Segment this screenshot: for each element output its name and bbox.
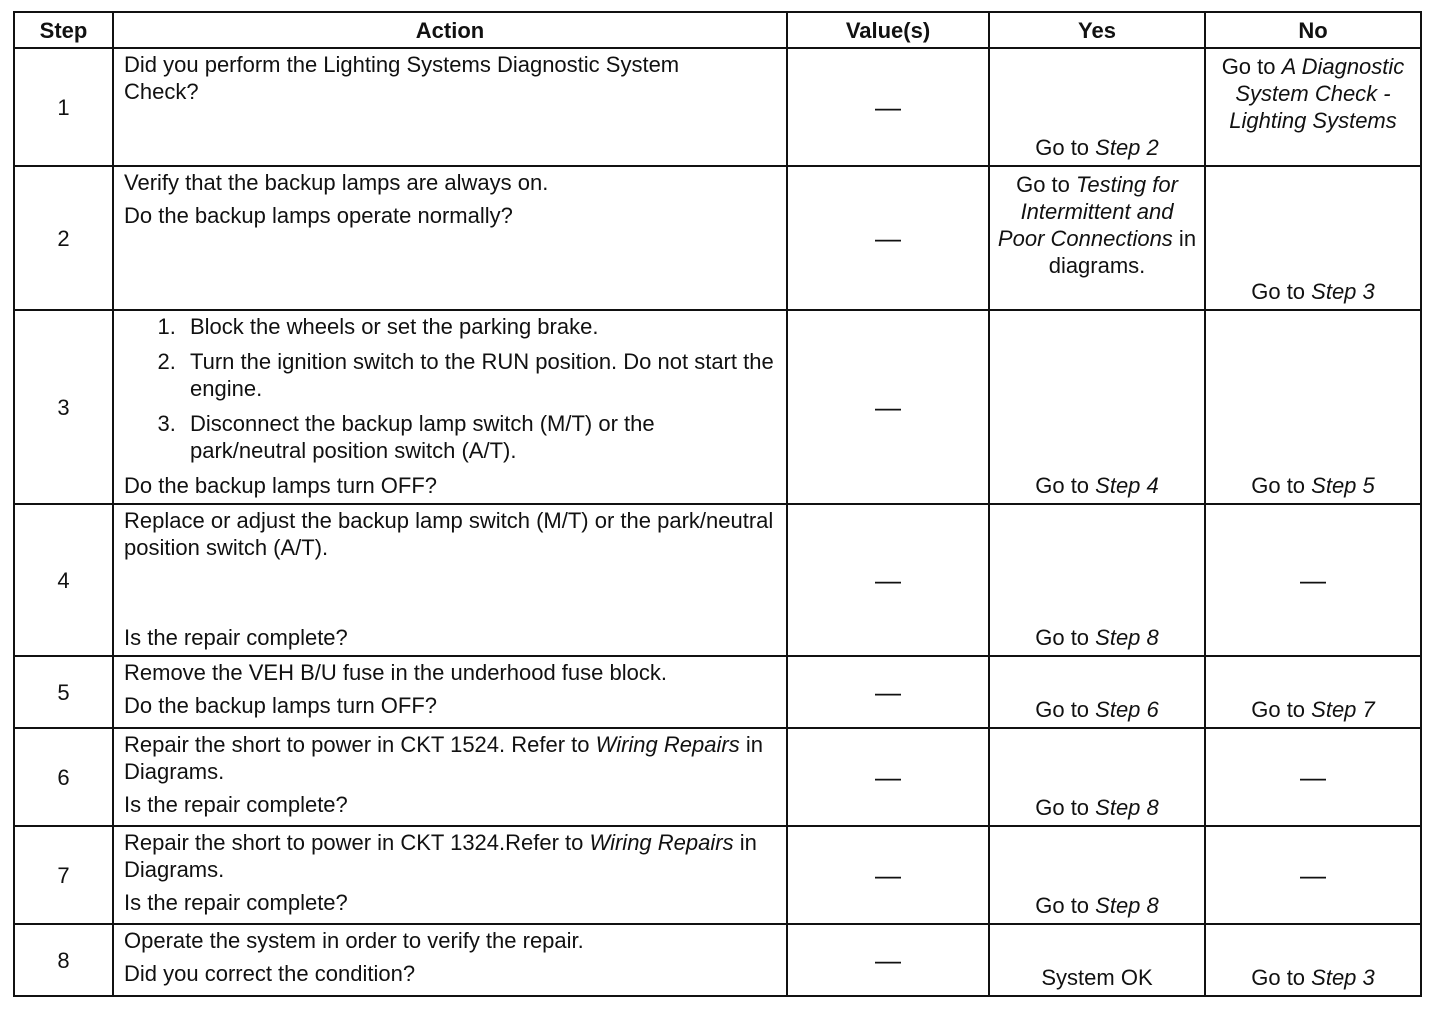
yes-target: Step 8: [1095, 625, 1159, 650]
no-cell: [1205, 656, 1421, 728]
no-prefix: Go to: [1251, 473, 1312, 498]
table-row: [14, 48, 1421, 166]
step-number: 4: [14, 504, 113, 656]
action-text-end: in Diagrams.: [124, 830, 757, 882]
step-number: 5: [14, 656, 113, 728]
yes-prefix: Go to: [1035, 135, 1096, 160]
no-target: Step 7: [1311, 697, 1375, 722]
value-cell: —: [787, 166, 989, 310]
yes-target: Testing for Intermittent and Poor Connections: [997, 172, 1178, 251]
yes-cell: [989, 728, 1205, 826]
action-text: Did you perform the Lighting Systems Diagnostic System Check?: [124, 52, 680, 104]
action-cell: [113, 310, 787, 504]
step-number: 1: [14, 48, 113, 166]
no-target: A Diagnostic System Check - Lighting Systems: [1229, 54, 1405, 133]
yes-prefix: Go to: [1035, 893, 1096, 918]
action-cell: [113, 728, 787, 826]
yes-cell: [989, 924, 1205, 996]
action-text-start: Repair the short to power in CKT 1324.Refer to: [124, 830, 590, 855]
action-question: Is the repair complete?: [124, 625, 348, 650]
yes-cell: [989, 166, 1205, 310]
table-row: [14, 826, 1421, 924]
yes-prefix: Go to: [1035, 473, 1096, 498]
value-cell: —: [787, 48, 989, 166]
header-action: Action: [113, 12, 787, 48]
value-cell: —: [787, 310, 989, 504]
action-cell: [113, 826, 787, 924]
step-number: 7: [14, 826, 113, 924]
no-prefix: Go to: [1251, 965, 1312, 990]
yes-target: Step 2: [1095, 135, 1159, 160]
action-text: Remove the VEH B/U fuse in the underhood fuse block.: [124, 660, 667, 685]
yes-prefix: Go to: [1035, 697, 1096, 722]
list-item: 3. Disconnect the backup lamp switch (M/T) or the park/neutral position switch (A/T).: [182, 410, 776, 464]
no-cell: —: [1205, 504, 1421, 656]
yes-cell: [989, 656, 1205, 728]
yes-prefix: Go to: [1035, 795, 1096, 820]
action-question: Do the backup lamps turn OFF?: [124, 473, 438, 498]
action-text: Verify that the backup lamps are always on.: [124, 170, 549, 195]
action-text: Operate the system in order to verify the repair.: [124, 928, 584, 953]
value-cell: —: [787, 656, 989, 728]
action-question: Is the repair complete?: [124, 890, 348, 915]
yes-prefix: Go to: [1035, 625, 1096, 650]
value-cell: —: [787, 504, 989, 656]
yes-suffix: in diagrams.: [1048, 226, 1197, 278]
no-prefix: Go to: [1251, 697, 1312, 722]
action-text: [124, 731, 776, 785]
table-row: [14, 310, 1421, 504]
action-text-end: in Diagrams.: [124, 732, 763, 784]
no-prefix: Go to: [1251, 279, 1312, 304]
yes-prefix: Go to: [1016, 172, 1076, 197]
no-target: Step 3: [1311, 279, 1375, 304]
yes-target: Step 6: [1095, 697, 1159, 722]
yes-result: System OK: [1041, 965, 1153, 990]
table-row: [14, 166, 1421, 310]
value-cell: —: [787, 826, 989, 924]
no-cell: —: [1205, 826, 1421, 924]
value-cell: —: [787, 728, 989, 826]
step-number: 3: [14, 310, 113, 504]
no-cell: [1205, 310, 1421, 504]
step-number: 8: [14, 924, 113, 996]
table-row: [14, 924, 1421, 996]
yes-cell: [989, 504, 1205, 656]
table-row: [14, 728, 1421, 826]
diagnostic-table: [13, 11, 1422, 997]
table-row: [14, 504, 1421, 656]
yes-cell: [989, 310, 1205, 504]
yes-target: Step 4: [1095, 473, 1159, 498]
step-number: 2: [14, 166, 113, 310]
header-step: Step: [14, 12, 113, 48]
no-cell: [1205, 924, 1421, 996]
no-cell: [1205, 48, 1421, 166]
action-question: Do the backup lamps turn OFF?: [124, 693, 438, 718]
action-cell: [113, 166, 787, 310]
action-cell: [113, 924, 787, 996]
value-cell: —: [787, 924, 989, 996]
yes-cell: [989, 826, 1205, 924]
action-text: Replace or adjust the backup lamp switch (M/T) or the park/neutral position switch (A/T).: [124, 508, 774, 560]
yes-target: Step 8: [1095, 893, 1159, 918]
wiring-repairs-reference: Wiring Repairs: [589, 830, 734, 855]
list-item: 1. Block the wheels or set the parking brake.: [182, 313, 776, 340]
header-no: No: [1205, 12, 1421, 48]
action-question: Is the repair complete?: [124, 792, 348, 817]
yes-cell: [989, 48, 1205, 166]
no-prefix: Go to: [1221, 54, 1282, 79]
action-cell: [113, 48, 787, 166]
wiring-repairs-reference: Wiring Repairs: [595, 732, 740, 757]
action-question: Did you correct the condition?: [124, 961, 416, 986]
list-item: 2. Turn the ignition switch to the RUN position. Do not start the engine.: [182, 348, 776, 402]
header-values: Value(s): [787, 12, 989, 48]
no-cell: [1205, 166, 1421, 310]
table-row: [14, 656, 1421, 728]
header-yes: Yes: [989, 12, 1205, 48]
yes-target: Step 8: [1095, 795, 1159, 820]
no-cell: —: [1205, 728, 1421, 826]
no-target: Step 5: [1311, 473, 1375, 498]
header-row: [14, 12, 1421, 48]
action-question: Do the backup lamps operate normally?: [124, 203, 513, 228]
action-cell: [113, 504, 787, 656]
action-cell: [113, 656, 787, 728]
action-text: [124, 829, 776, 883]
no-target: Step 3: [1311, 965, 1375, 990]
action-steps-list: [124, 313, 776, 464]
step-number: 6: [14, 728, 113, 826]
action-text-start: Repair the short to power in CKT 1524. Refer to: [124, 732, 596, 757]
